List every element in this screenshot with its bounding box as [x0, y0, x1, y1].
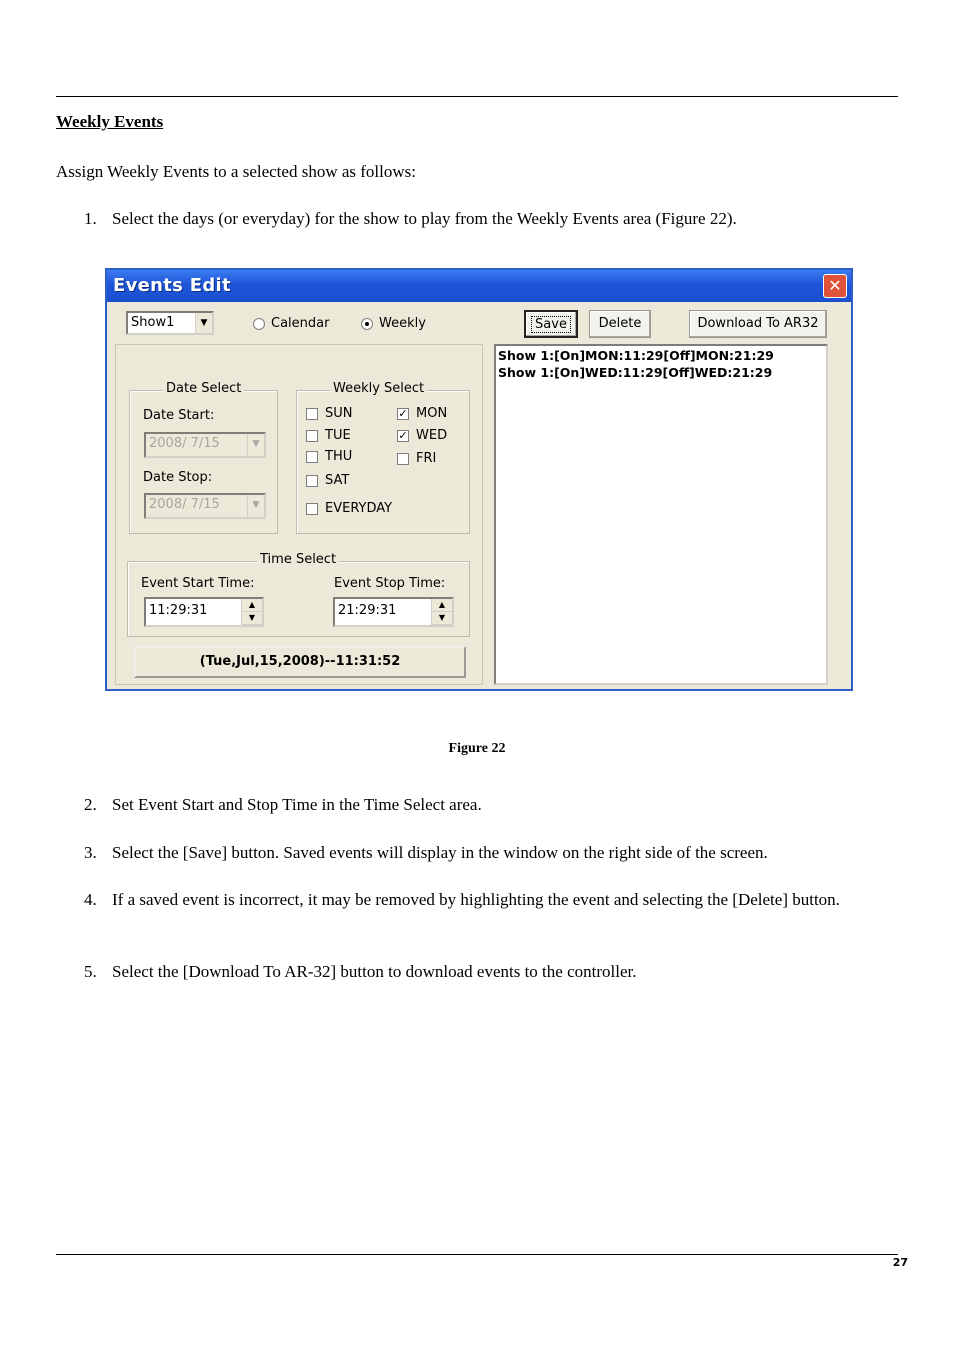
step-1-number: 1. [84, 209, 97, 228]
checkbox-sun-box [306, 408, 318, 420]
date-start-value: 2008/ 7/15 [149, 436, 220, 451]
step-3-text: Select the [Save] button. Saved events will display in the window on the right side of the screen. [112, 843, 768, 862]
event-start-time-input[interactable] [144, 597, 264, 627]
spin-up-icon[interactable]: ▲ [432, 599, 452, 612]
date-stop-value: 2008/ 7/15 [149, 497, 220, 512]
event-stop-spinner[interactable] [431, 599, 452, 625]
chevron-down-icon[interactable]: ▼ [195, 313, 212, 333]
event-start-time-value: 11:29:31 [149, 603, 208, 618]
checkbox-fri[interactable] [397, 451, 436, 466]
spin-down-icon[interactable]: ▼ [432, 612, 452, 625]
checkbox-sun[interactable] [306, 406, 353, 421]
checkbox-fri-box [397, 453, 409, 465]
event-stop-label: Event Stop Time: [334, 576, 446, 591]
step-1-text: Select the days (or everyday) for the show to play from the Weekly Events area (Figure 22). [112, 209, 737, 228]
step-4-text: If a saved event is incorrect, it may be removed by highlighting the event and selecting the [Delete] button. [112, 890, 840, 909]
spin-down-icon[interactable]: ▼ [242, 612, 262, 625]
show-select[interactable] [126, 311, 214, 335]
checkbox-sun-label: SUN [325, 406, 353, 421]
section-heading: Weekly Events [56, 112, 164, 131]
weekly-radio[interactable] [361, 316, 426, 331]
close-icon[interactable]: ✕ [823, 274, 847, 298]
calendar-radio-circle [253, 318, 265, 330]
event-stop-time-value: 21:29:31 [338, 603, 397, 618]
checkbox-mon-label: MON [416, 406, 448, 421]
chevron-down-icon: ▼ [247, 495, 264, 517]
download-button-label: Download To AR32 [697, 316, 819, 331]
datetime-status: (Tue,Jul,15,2008)--11:31:52 [134, 646, 466, 678]
checkbox-tue-box [306, 430, 318, 442]
save-button[interactable] [524, 310, 578, 338]
list-item[interactable]: Show 1:[On]MON:11:29[Off]MON:21:29 [498, 348, 774, 363]
weekly-radio-circle [361, 318, 373, 330]
event-stop-time-input[interactable] [333, 597, 454, 627]
checkbox-everyday-label: EVERYDAY [325, 501, 393, 516]
top-rule [56, 96, 898, 97]
check-icon: ✓ [398, 428, 408, 442]
date-stop-label: Date Stop: [143, 470, 213, 485]
checkbox-wed-label: WED [416, 428, 448, 443]
event-start-spinner[interactable] [241, 599, 262, 625]
dialog-title: Events Edit [113, 275, 231, 296]
checkbox-thu-box [306, 451, 318, 463]
time-select-label: Time Select [257, 552, 339, 567]
calendar-radio[interactable] [253, 316, 329, 331]
date-start-label: Date Start: [143, 408, 215, 423]
list-item[interactable]: Show 1:[On]WED:11:29[Off]WED:21:29 [498, 365, 773, 380]
checkbox-fri-label: FRI [416, 451, 437, 466]
dialog-title-bar[interactable] [107, 270, 851, 302]
checkbox-sat[interactable] [306, 473, 349, 488]
checkbox-everyday[interactable] [306, 501, 392, 516]
page-number: 27 [892, 1256, 908, 1269]
chevron-down-icon: ▼ [247, 434, 264, 456]
checkbox-everyday-box [306, 503, 318, 515]
checkbox-tue[interactable] [306, 428, 351, 443]
events-list[interactable] [494, 344, 828, 685]
weekly-select-label: Weekly Select [330, 381, 427, 396]
checkbox-thu-label: THU [325, 449, 353, 464]
checkbox-thu[interactable] [306, 449, 352, 464]
checkbox-sat-label: SAT [325, 473, 350, 488]
weekly-radio-label: Weekly [379, 316, 426, 331]
bottom-rule [56, 1254, 898, 1255]
step-4-number: 4. [84, 890, 97, 909]
intro-paragraph: Assign Weekly Events to a selected show as follows: [56, 162, 416, 181]
date-start-picker [144, 432, 266, 458]
calendar-radio-label: Calendar [271, 316, 330, 331]
events-edit-dialog [105, 268, 853, 691]
event-start-label: Event Start Time: [141, 576, 255, 591]
step-5-text: Select the [Download To AR-32] button to download events to the controller. [112, 962, 637, 981]
spin-up-icon[interactable]: ▲ [242, 599, 262, 612]
date-select-label: Date Select [163, 381, 244, 396]
delete-button[interactable] [589, 310, 651, 338]
figure-caption: Figure 22 [448, 741, 506, 756]
save-button-label: Save [532, 317, 570, 332]
check-icon: ✓ [398, 406, 408, 420]
step-2-number: 2. [84, 795, 97, 814]
date-stop-picker [144, 493, 266, 519]
delete-button-label: Delete [598, 316, 642, 331]
checkbox-sat-box [306, 475, 318, 487]
download-button[interactable] [689, 310, 827, 338]
step-2-text: Set Event Start and Stop Time in the Time Select area. [112, 795, 482, 814]
step-5-number: 5. [84, 962, 97, 981]
show-select-value: Show1 [131, 315, 175, 330]
checkbox-mon[interactable] [397, 406, 447, 421]
checkbox-wed[interactable] [397, 428, 447, 443]
step-3-number: 3. [84, 843, 97, 862]
checkbox-tue-label: TUE [325, 428, 351, 443]
